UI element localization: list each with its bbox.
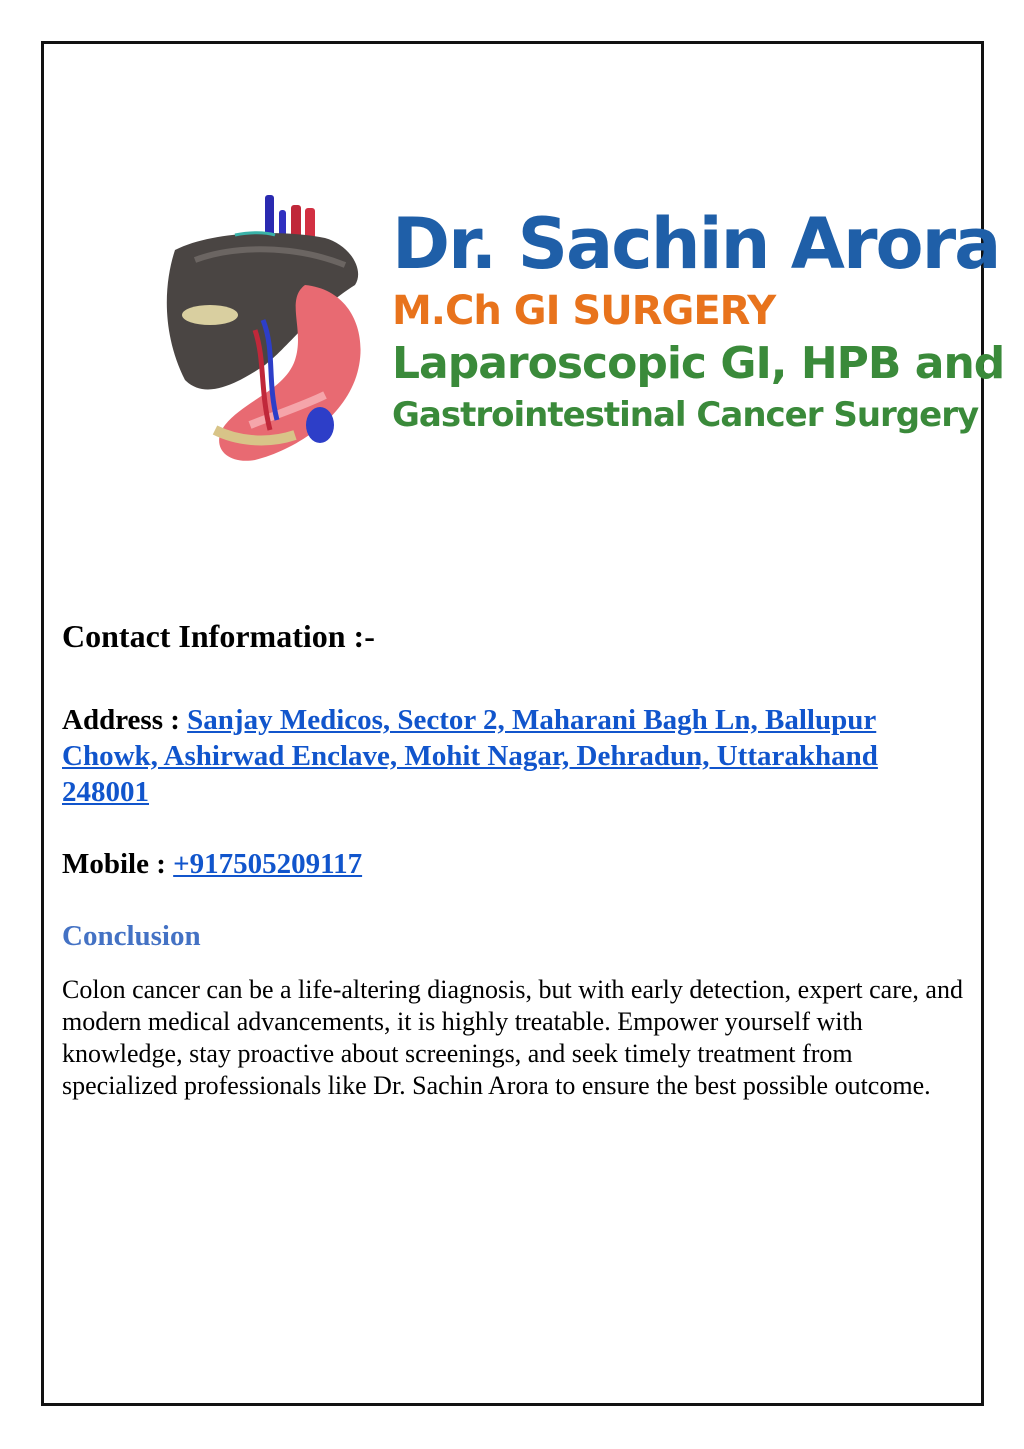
liver-stomach-illustration-icon [155,190,385,475]
mobile-link[interactable]: +917505209117 [173,848,363,880]
document-content [62,614,967,1102]
address-label: Address : [62,704,188,736]
contact-heading: Contact Information :- [62,618,375,654]
mobile-line [62,846,967,882]
logo-degree: M.Ch GI SURGERY [392,288,776,334]
conclusion-paragraph: Colon cancer can be a life-altering diagnosis, but with early detection, expert care, and modern medical advancements, it is highly treatable. Empower yourself with knowledge, stay proactive about screenings, and seek timely treatment from specialized professionals like Dr. Sachin Arora to ensure the best possible outcome. [62,975,963,1100]
logo-specialty-line1: Laparoscopic GI, HPB and [392,338,1005,389]
logo-specialty-line2: Gastrointestinal Cancer Surgery [392,395,979,435]
address-line [62,702,967,810]
address-link[interactable]: Sanjay Medicos, Sector 2, Maharani Bagh Ln, Ballupur Chowk, Ashirwad Enclave, Mohit Nagar, Dehradun, Uttarakhand 248001 [62,704,878,808]
conclusion-heading: Conclusion [62,920,201,952]
logo-text-block [392,202,1004,438]
logo-doctor-name: Dr. Sachin Arora [392,203,1000,285]
mobile-label: Mobile : [62,848,174,880]
clinic-logo [155,190,1005,480]
